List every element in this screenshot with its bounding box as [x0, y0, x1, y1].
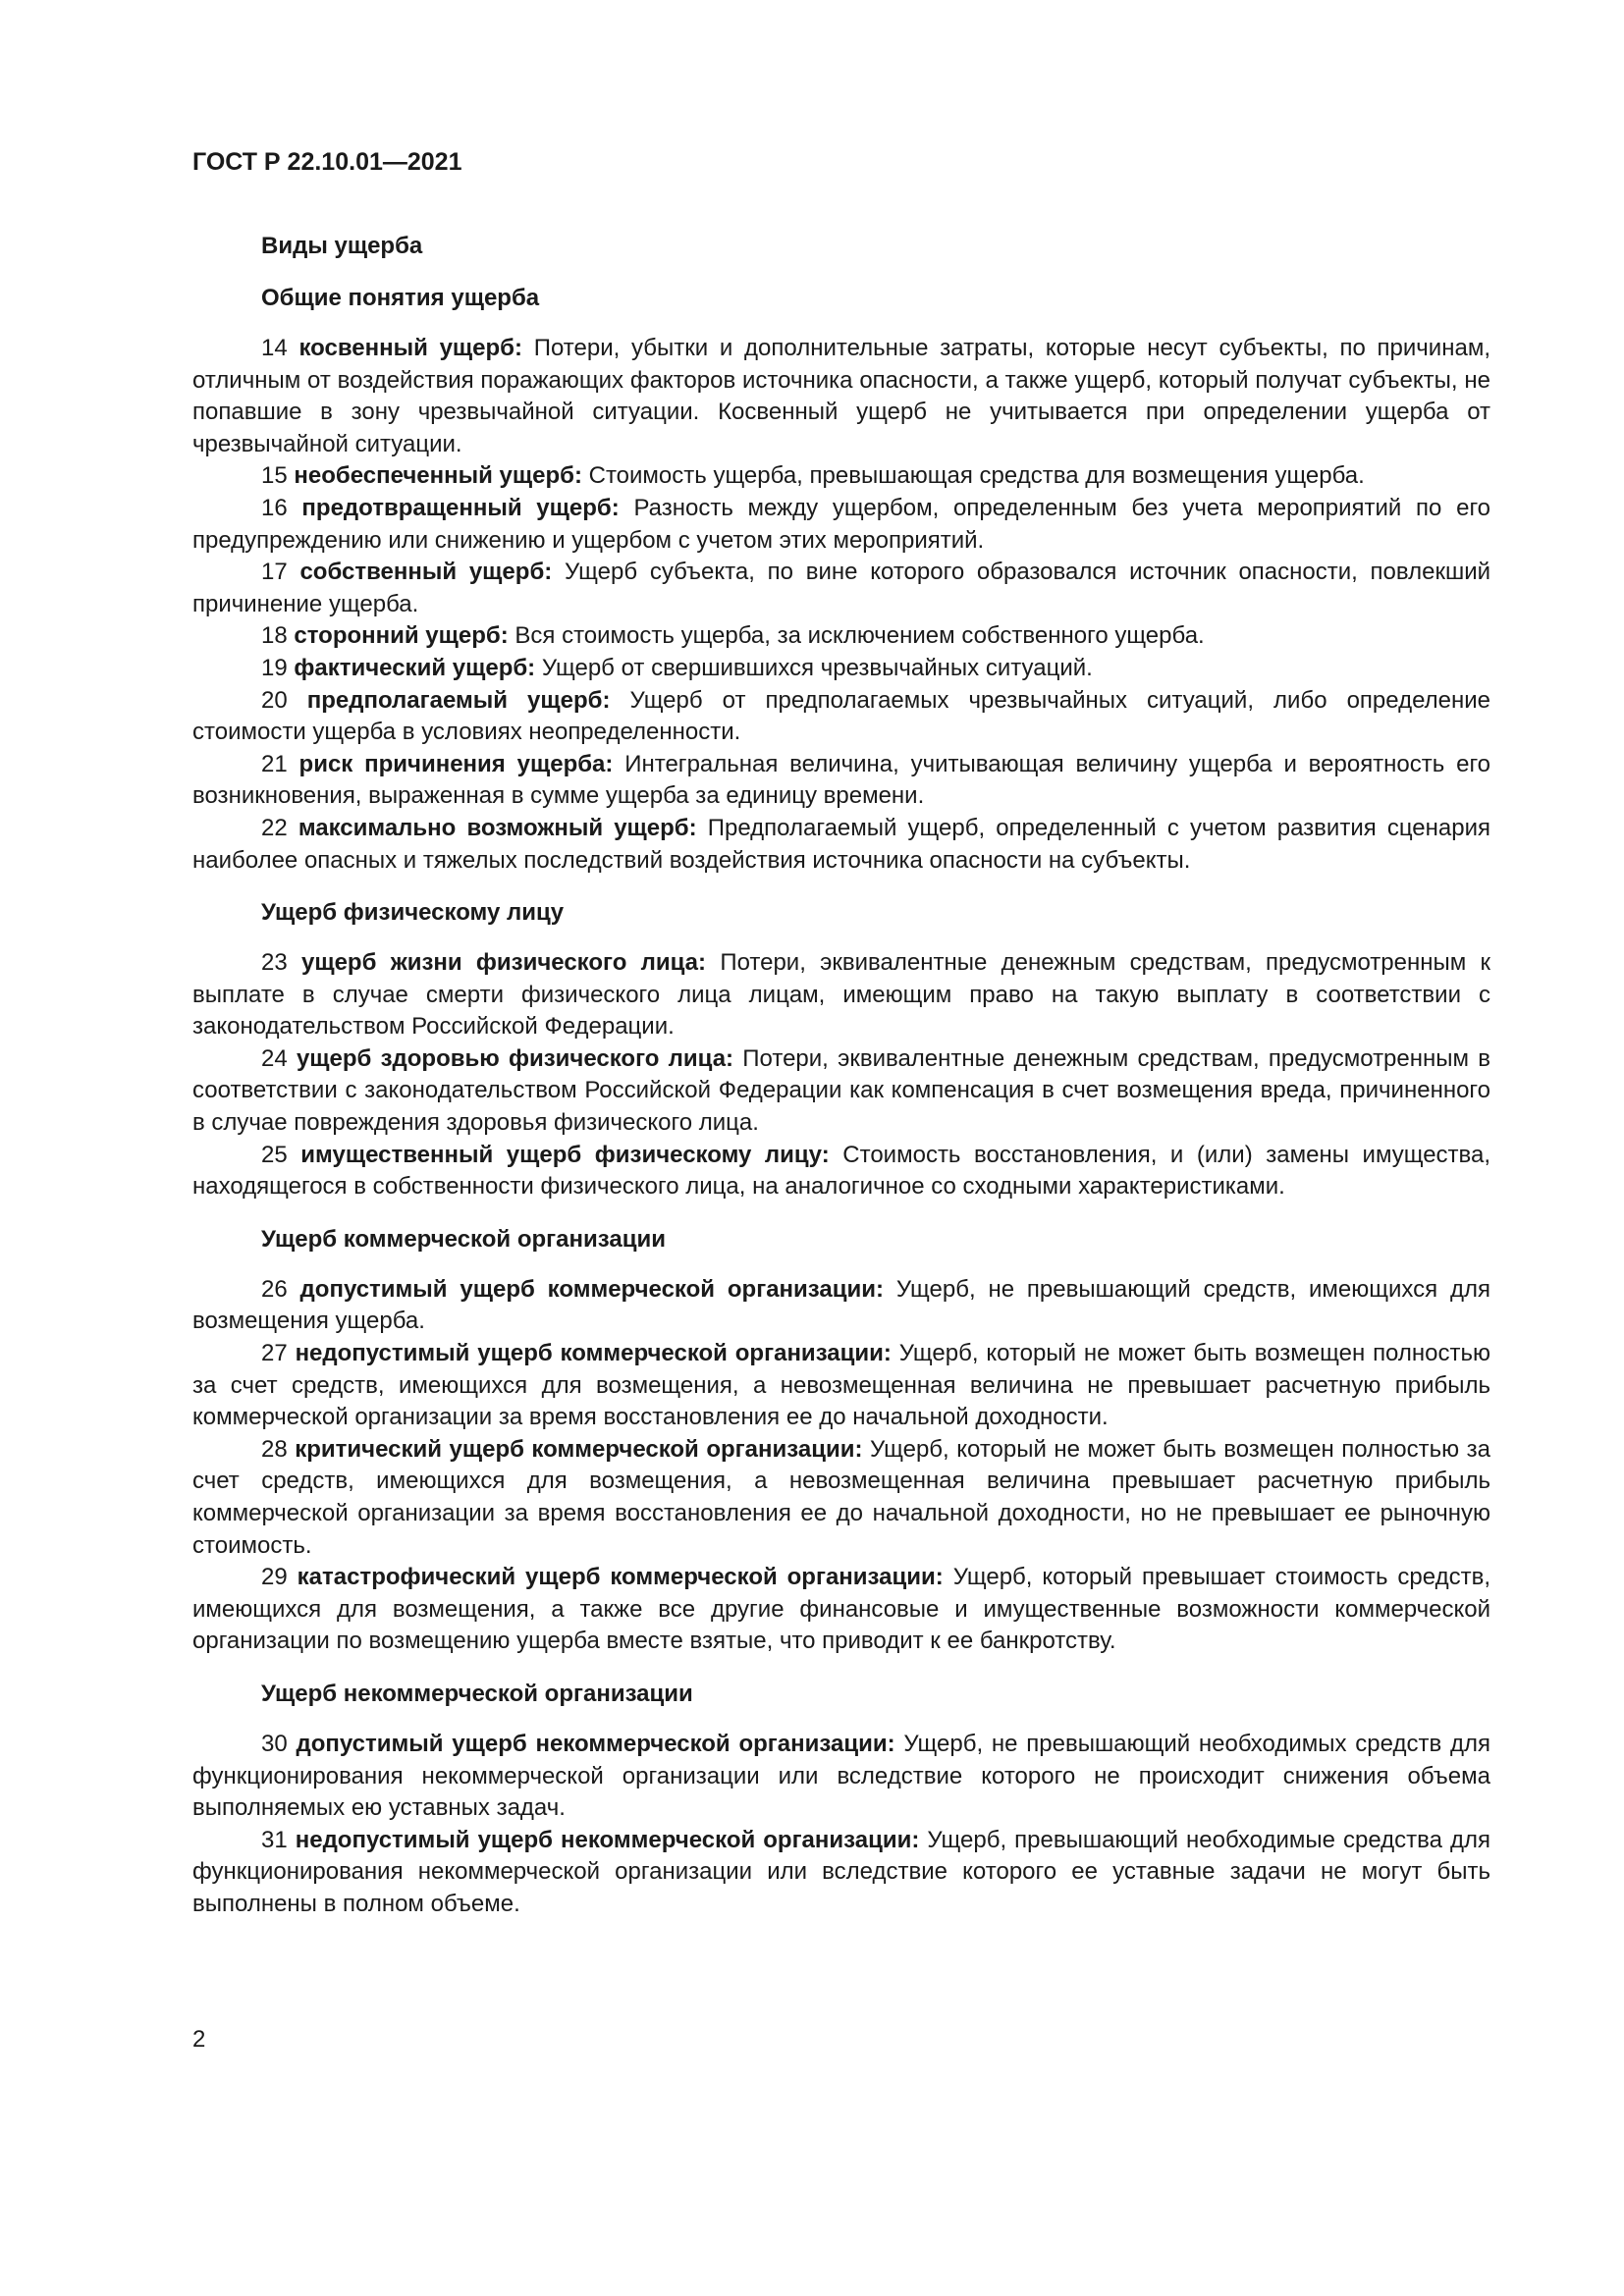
term-number: 21	[261, 750, 288, 777]
term-name: критический ущерб коммерческой организации:	[295, 1435, 863, 1463]
term-definition: Стоимость восстановления, и (или) замены имущества, находящегося в собственности физического лица, на аналогичное со сходными характеристиками.	[192, 1141, 1491, 1201]
term-name: максимально возможный ущерб:	[298, 814, 697, 841]
term-number: 30	[261, 1730, 288, 1757]
term-name: собственный ущерб:	[299, 559, 553, 586]
term-definition: Ущерб от свершившихся чрезвычайных ситуаций.	[541, 654, 1093, 681]
page-number: 2	[192, 2026, 206, 2053]
term-number: 19	[261, 654, 288, 681]
term-name: риск причинения ущерба:	[298, 750, 614, 777]
term-entry	[192, 1140, 1490, 1203]
section-title: Виды ущерба	[261, 233, 423, 259]
term-name: допустимый ущерб некоммерческой организации:	[296, 1730, 895, 1757]
term-entry	[192, 1825, 1490, 1921]
term-definition: Ущерб, который не может быть возмещен полностью за счет средств, имеющихся для возмещения, а невозмещенная величина не превышает расчетную прибыль коммерческой организации за время восстановления ее до начальной доходности.	[192, 1340, 1490, 1431]
term-number: 20	[261, 686, 288, 714]
term-entry	[192, 1043, 1490, 1140]
term-entry	[192, 460, 1490, 493]
term-name: имущественный ущерб физическому лицу:	[300, 1141, 830, 1168]
term-name: ущерб жизни физического лица:	[300, 949, 707, 977]
term-name: косвенный ущерб:	[298, 335, 522, 361]
term-number: 15	[261, 462, 288, 490]
term-name: сторонний ущерб:	[294, 622, 509, 650]
term-definition: Потери, эквивалентные денежным средствам, предусмотренным к выплате в случае смерти физического лица лицам, имеющим право на такую выплату в соответствии с законодательством Российской Федерации.	[192, 949, 1491, 1041]
term-definition: Предполагаемый ущерб, определенный с учетом развития сценария наиболее опасных и тяжелых последствий воздействия источника опасности на субъекты.	[192, 814, 1491, 874]
term-definition: Интегральная величина, учитывающая величину ущерба и вероятность его возникновения, выраженная в сумме ущерба за единицу времени.	[192, 750, 1491, 810]
term-definition: Ущерб, превышающий необходимые средства для функционирования некоммерческой организации или вследствие которого ее уставные задачи не могут быть выполнены в полном объеме.	[192, 1826, 1490, 1917]
document-page	[192, 145, 1490, 1921]
term-number: 29	[261, 1564, 288, 1591]
term-entry	[192, 653, 1490, 685]
term-name: предполагаемый ущерб:	[306, 686, 611, 714]
term-definition: Разность между ущербом, определенным без учета мероприятий по его предупреждению или снижению и ущербом с учетом этих мероприятий.	[192, 494, 1491, 554]
term-number: 31	[261, 1826, 288, 1853]
term-entry	[192, 1434, 1490, 1562]
term-entry	[192, 749, 1490, 813]
term-entry	[192, 333, 1490, 460]
term-entry	[192, 620, 1490, 653]
term-name: ущерб здоровью физического лица:	[296, 1044, 734, 1072]
term-entry	[192, 813, 1490, 877]
subsection-title: Ущерб коммерческой организации	[261, 1225, 666, 1253]
term-definition: Вся стоимость ущерба, за исключением собственного ущерба.	[514, 622, 1205, 650]
term-number: 16	[261, 494, 288, 521]
subsection-title: Общие понятия ущерба	[261, 285, 540, 311]
term-definition: Потери, убытки и дополнительные затраты, которые несут субъекты, по причинам, отличным от воздействия поражающих факторов источника опасности, а также ущерб, который получат субъекты, не попавшие в зону чрезвычайной ситуации. Косвенный ущерб не учитывается при определении ущерба от чрезвычайной ситуации.	[192, 335, 1490, 457]
term-number: 22	[261, 814, 288, 841]
term-definition: Ущерб, не превышающий средств, имеющихся для возмещения ущерба.	[192, 1275, 1490, 1335]
term-number: 17	[261, 559, 288, 586]
term-entry	[192, 1729, 1490, 1825]
term-definition: Стоимость ущерба, превышающая средства для возмещения ущерба.	[588, 462, 1365, 490]
subsections-container	[192, 282, 1490, 1921]
term-definition: Ущерб, не превышающий необходимых средств для функционирования некоммерческой организации или вследствие которого не происходит снижения объема выполняемых ею уставных задач.	[192, 1730, 1490, 1822]
term-definition: Потери, эквивалентные денежным средствам, предусмотренным в соответствии с законодательством Российской Федерации как компенсация в счет возмещения вреда, причиненного в случае повреждения здоровья физического лица.	[192, 1044, 1490, 1137]
term-entry	[192, 1274, 1490, 1338]
term-name: допустимый ущерб коммерческой организации:	[299, 1275, 885, 1303]
term-definition: Ущерб, который не может быть возмещен полностью за счет средств, имеющихся для возмещения, а невозмещенная величина превышает расчетную прибыль коммерческой организации за время восстановления ее до начальной доходности, но не превышает ее рыночную стоимость.	[192, 1435, 1490, 1559]
term-number: 18	[261, 622, 288, 650]
term-name: предотвращенный ущерб:	[301, 494, 620, 521]
term-name: недопустимый ущерб некоммерческой организации:	[295, 1826, 920, 1853]
term-number: 26	[261, 1275, 288, 1303]
term-definition: Ущерб субъекта, по вине которого образовался источник опасности, повлекший причинение ущерба.	[192, 559, 1491, 617]
term-number: 28	[261, 1435, 288, 1463]
term-entry	[192, 557, 1490, 620]
term-name: необеспеченный ущерб:	[294, 462, 582, 490]
term-entry	[192, 947, 1490, 1043]
term-name: катастрофический ущерб коммерческой организации:	[297, 1564, 944, 1591]
term-definition: Ущерб, который превышает стоимость средств, имеющихся для возмещения, а также все другие финансовые и имущественные возможности коммерческой организации по возмещению ущерба вместе взятые, что приводит к ее банкротству.	[192, 1564, 1491, 1655]
subsection-title: Ущерб физическому лицу	[261, 899, 565, 927]
term-entry	[192, 1338, 1490, 1434]
term-number: 23	[261, 949, 288, 977]
term-number: 14	[261, 335, 288, 361]
document-code: ГОСТ Р 22.10.01—2021	[192, 148, 462, 176]
term-name: фактический ущерб:	[294, 654, 536, 681]
term-number: 25	[261, 1141, 288, 1168]
term-definition: Ущерб от предполагаемых чрезвычайных ситуаций, либо определение стоимости ущерба в условиях неопределенности.	[192, 686, 1491, 746]
term-entry	[192, 685, 1490, 749]
subsection-title: Ущерб некоммерческой организации	[261, 1680, 693, 1707]
term-entry	[192, 1562, 1490, 1658]
term-entry	[192, 493, 1490, 557]
term-number: 24	[261, 1044, 288, 1072]
term-name: недопустимый ущерб коммерческой организации:	[295, 1340, 892, 1367]
term-number: 27	[261, 1340, 288, 1367]
